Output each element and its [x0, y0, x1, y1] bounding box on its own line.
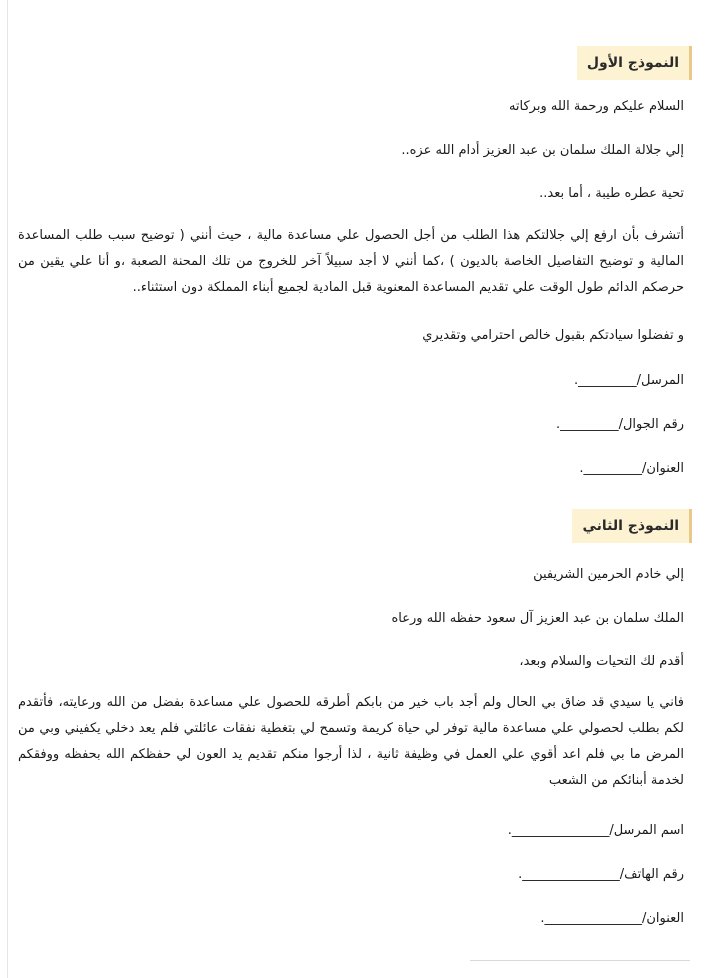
model1-address-field: العنوان/_________.	[579, 461, 684, 476]
model1-salutation: تحية عطره طيبة ، أما بعد..	[539, 186, 684, 201]
model1-addressee: إلي جلالة الملك سلمان بن عبد العزيز أدام الله عزه..	[401, 143, 684, 158]
model2-phone-field: رقم الهاتف/_______________.	[518, 867, 684, 882]
model1-heading: النموذج الأول	[577, 46, 692, 80]
model1-closing: و تفضلوا سيادتكم بقبول خالص احترامي وتقديري	[422, 328, 684, 343]
model1-sender-field: المرسل/_________.	[573, 373, 684, 388]
bottom-divider	[470, 960, 690, 961]
left-page-edge	[7, 0, 8, 978]
model1-body: أتشرف بأن ارفع إلي جلالتكم هذا الطلب من أجل الحصول علي مساعدة مالية ، حيث أنني ( توضيح سبب طلب المساعدة المالية و توضيح التفاصيل الخاصة بالديون ) ،كما أنني لا أجد سبيلاً آخر للخروج من تلك المحنة الصعبة ،و أنا علي يقين من حرصكم الدائم طول الوقت علي تقديم المساعدة المعنوية قبل المادية لجميع أبناء المملكة دون استثناء..	[18, 228, 684, 295]
model2-address-field: العنوان/_______________.	[540, 911, 684, 926]
model1-greeting: السلام عليكم ورحمة الله وبركاته	[508, 99, 684, 114]
model2-salutation: أقدم لك التحيات والسلام وبعد،	[519, 654, 684, 669]
letter-document	[18, 0, 692, 978]
model2-heading: النموذج الثاني	[572, 509, 692, 543]
model1-mobile-field: رقم الجوال/_________.	[555, 417, 684, 432]
model2-addressee: إلي خادم الحرمين الشريفين	[533, 567, 684, 582]
model2-sender-field: اسم المرسل/_______________.	[507, 823, 684, 838]
model2-body: فاني يا سيدي قد ضاق بي الحال ولم أجد باب خير من بابكم أطرقه للحصول علي مساعدة بفضل من الله ورعايته، فأتقدم لكم بطلب لحصولي علي مساعدة مالية توفر لي حياة كريمة وتسمح لي بتغطية نفقات عائلتي فلم يعد دخلي يكفيني وبي من المرض ما بي فلم اعد أقوي علي العمل في وظيفة ثانية ، لذا أرجوا منكم تقديم يد العون لي حفظكم الله بحفظه ووفقكم لخدمة أبنائكم من الشعب	[18, 695, 684, 788]
model2-king: الملك سلمان بن عبد العزيز آل سعود حفظه الله ورعاه	[391, 611, 684, 626]
